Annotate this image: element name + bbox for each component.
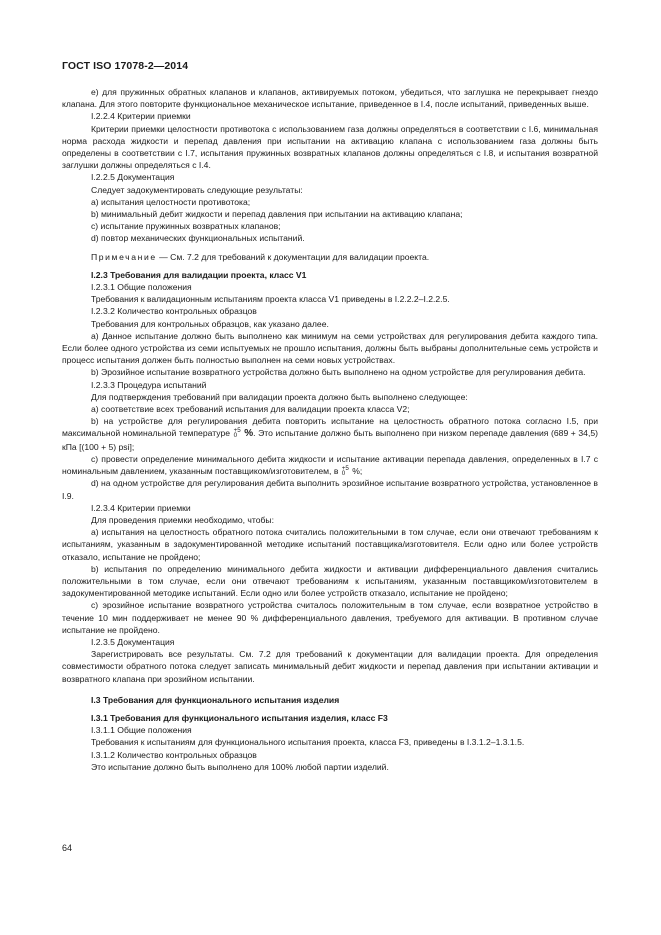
tolerance-upper: +5 <box>233 427 241 435</box>
tolerance <box>342 466 349 477</box>
subsection-heading: I.3.1.2 Количество контрольных образцов <box>91 749 257 760</box>
tolerance-upper: +5 <box>341 464 349 472</box>
list-item: а) соответствие всех требований испытания для валидации проекта класса V2; <box>91 404 410 415</box>
paragraph: Для проведения приемки необходимо, чтобы: <box>91 514 274 525</box>
list-item: b) Эрозийное испытание возвратного устройства должно быть выполнено на одном устройстве для регулирования дебита. <box>91 367 586 378</box>
list-item-text-continued: ; <box>359 466 363 477</box>
subsection-heading: I.3.1.1 Общие положения <box>91 725 192 736</box>
list-item: c) испытание пружинных возвратных клапанов; <box>91 221 281 232</box>
subsection-heading: I.2.3.2 Количество контрольных образцов <box>91 306 257 317</box>
list-item-text: c) провести определение минимального дебита жидкости и испытание активации перепада давления, определенных в I.7 с номинальным давлением, указанным поставщиком/изготовителем, в <box>62 453 598 477</box>
paragraph: e) для пружинных обратных клапанов и клапанов, активируемых потоком, убедиться, что заглушка не перекрывает гнездо клапана. Для этого повторите функциональное механическое испытание, приведенное в I.4, после испытаний, приведенных выше. <box>62 87 598 110</box>
tolerance-lower: 0 <box>233 432 238 440</box>
list-item <box>62 415 598 453</box>
subsection-heading: I.2.3.5 Документация <box>91 636 175 647</box>
paragraph: Критерии приемки целостности противотока с использованием газа должны определяться в соответствии с I.6, минимальная норма расхода жидкости и перепад давления при испытании на активацию клапана с использованием газа должны быть определены в соответствии с I.7, испытания пружинных возвратных клапанов должны определяться с I.8, и испытания возвратной заглушки должны определяться с I.4. <box>62 123 598 171</box>
percent-sign: % <box>352 466 360 477</box>
note <box>62 251 598 263</box>
paragraph: Зарегистрировать все результаты. См. 7.2 для требований к документации для валидации проекта. Для определения совместимости обратного потока следует записать минимальный дебит жидкости и перепад давления при испытании активации и возвратного клапана при эрозийном испытании. <box>62 649 598 684</box>
subsection-heading: I.2.3.4 Критерии приемки <box>91 502 191 513</box>
list-item <box>62 453 598 477</box>
subsection-heading: I.2.3.3 Процедура испытаний <box>91 379 207 390</box>
paragraph: Требования для контрольных образцов, как указано далее. <box>91 318 329 329</box>
section-heading: I.3.1 Требования для функционального испытания изделия, класс F3 <box>91 712 388 723</box>
section-heading: I.2.3 Требования для валидации проекта, класс V1 <box>91 269 307 280</box>
list-item: b) испытания по определению минимального дебита жидкости и активации дифференциального давления считались положительными в том случае, если они отвечают требованиям к испытаниям, указанным поставщиком/изготовителем в задокументированной методике испытаний. Если одно или более устройств отказало, испытание не пройдено; <box>62 563 598 599</box>
tolerance-lower: 0 <box>341 470 346 478</box>
list-item: а) испытания на целостность обратного потока считались положительными в том случае, если они отвечают требованиям к испытаниям, указанным в задокументированной методике испытаний поставщика/изготовителя. Если одно или более устройств отказало, испытание не пройдено; <box>62 527 598 562</box>
page-header: ГОСТ ISO 17078-2—2014 <box>62 60 189 72</box>
list-item: а) Данное испытание должно быть выполнено как минимум на семи устройствах для регулирования дебита каждого типа. Если более одного устройства из семи испытуемых не прошло испытания, должны быть выбраны дополнительные семь устройств и процесс испытания должен быть полностью выполнен на семи новых устройствах. <box>62 330 598 366</box>
paragraph: Это испытание должно быть выполнено для 100% любой партии изделий. <box>91 761 389 772</box>
list-item: b) минимальный дебит жидкости и перепад давления при испытании на активацию клапана; <box>91 209 463 220</box>
paragraph: Требования к валидационным испытаниям проекта класса V1 приведены в I.2.2.2–I.2.2.5. <box>91 294 450 305</box>
note-label: Примечание <box>91 251 157 262</box>
section-heading: I.3 Требования для функционального испытания изделия <box>91 694 340 705</box>
list-item: d) на одном устройстве для регулирования дебита выполнить эрозийное испытание возвратного устройства, установленное в I.9. <box>62 478 598 501</box>
percent-sign: % <box>244 428 254 440</box>
subsection-heading: I.2.3.1 Общие положения <box>91 282 192 293</box>
page-content <box>62 86 598 773</box>
note-text: — См. 7.2 для требований к документации для валидации проекта. <box>159 251 430 262</box>
list-item-text: b) на устройстве для регулирования дебита повторить испытание на целостность обратного потока согласно I.5, при максимальной номинальной температуре <box>62 416 598 439</box>
paragraph: Следует задокументировать следующие результаты: <box>91 184 303 195</box>
subsection-heading: I.2.2.4 Критерии приемки <box>91 111 191 122</box>
list-item: c) эрозийное испытание возвратного устройства считалось положительным в том случае, если возвратное устройство в течение 10 мин поддерживает не менее 90 % дифференциального давления, требуемого для активации. В противном случае испытание не пройдено. <box>62 600 598 635</box>
list-item-text-continued: . Это испытание должно быть выполнено при низком перепаде давления (689 + 34,5) кПа [(100 + 5) psi]; <box>62 428 598 452</box>
list-item: а) испытания целостности противотока; <box>91 196 251 207</box>
paragraph: Для подтверждения требований при валидации проекта должно быть выполнено следующее: <box>91 391 468 402</box>
page-number: 64 <box>62 843 73 853</box>
subsection-heading: I.2.2.5 Документация <box>91 172 175 183</box>
paragraph: Требования к испытаниям для функционального испытания проекта, класса F3, приведены в I.3.1.2–1.3.1.5. <box>91 737 525 748</box>
list-item: d) повтор механических функциональных испытаний. <box>91 233 305 244</box>
tolerance <box>234 428 241 439</box>
